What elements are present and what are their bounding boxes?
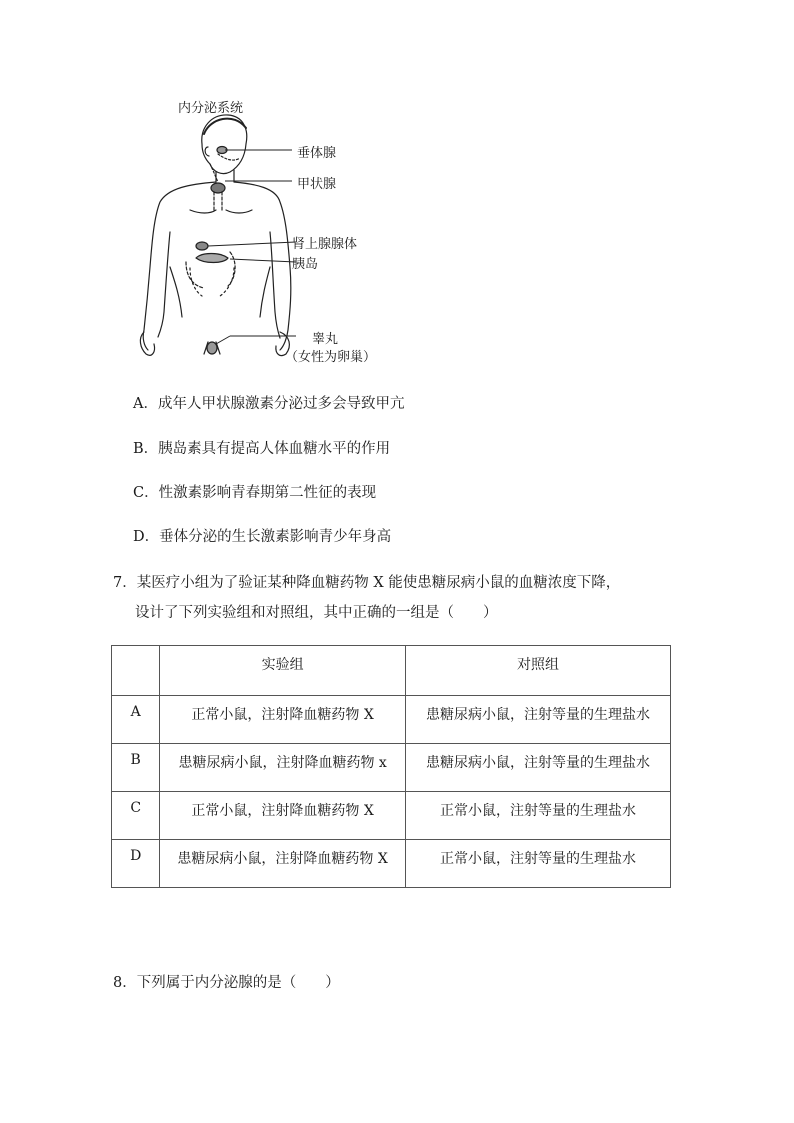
table-header-control: 对照组 [405, 646, 670, 696]
label-adrenal: 肾上腺腺体 [292, 237, 358, 252]
row-experiment-cell: 正常小鼠，注射降血糖药物 X [160, 792, 406, 840]
row-option-label: C [112, 792, 160, 840]
label-testis: 睾丸 [312, 332, 339, 347]
table-header-blank [112, 646, 160, 696]
q8-stem: 8．下列属于内分泌腺的是（ ） [113, 975, 340, 991]
row-control-cell: 患糖尿病小鼠，注射等量的生理盐水 [405, 696, 670, 744]
ear [205, 147, 209, 156]
torso-outline [143, 182, 216, 350]
q6-option-d: D．垂体分泌的生长激素影响青少年身高 [133, 529, 392, 545]
row-option-label: A [112, 696, 160, 744]
table-row [112, 840, 671, 888]
row-control-cell: 患糖尿病小鼠，注射等量的生理盐水 [405, 744, 670, 792]
table-row [112, 744, 671, 792]
experiment-table [111, 645, 671, 888]
testis [207, 342, 217, 354]
row-option-label: D [112, 840, 160, 888]
q6-option-a: A．成年人甲状腺激素分泌过多会导致甲亢 [133, 396, 405, 412]
row-experiment-cell: 患糖尿病小鼠，注射降血糖药物 X [160, 840, 406, 888]
pancreas [196, 254, 228, 263]
table-header-experiment: 实验组 [160, 646, 406, 696]
endocrine-system-figure [130, 92, 430, 372]
table-row [112, 696, 671, 744]
row-control-cell: 正常小鼠，注射等量的生理盐水 [405, 840, 670, 888]
label-pituitary: 垂体腺 [297, 146, 337, 161]
thyroid-gland [211, 183, 225, 193]
table-row [112, 792, 671, 840]
row-option-label: B [112, 744, 160, 792]
human-body-illustration [130, 92, 430, 372]
q7-stem-line2: 设计了下列实验组和对照组，其中正确的一组是（ ） [135, 605, 498, 621]
row-control-cell: 正常小鼠，注射等量的生理盐水 [405, 792, 670, 840]
left-hand [140, 332, 154, 355]
label-pancreas: 胰岛 [292, 257, 319, 272]
adrenal-gland [196, 242, 208, 250]
row-experiment-cell: 患糖尿病小鼠，注射降血糖药物 x [160, 744, 406, 792]
figure-title: 内分泌系统 [178, 101, 244, 116]
row-experiment-cell: 正常小鼠，注射降血糖药物 X [160, 696, 406, 744]
label-thyroid: 甲状腺 [297, 177, 337, 192]
label-ovary-note: （女性为卵巢） [285, 350, 377, 365]
table-header-row [112, 646, 671, 696]
head-outline [202, 115, 247, 174]
q6-option-b: B．胰岛素具有提高人体血糖水平的作用 [133, 441, 391, 457]
q6-option-c: C．性激素影响青春期第二性征的表现 [133, 485, 377, 501]
q7-stem-line1: 7．某医疗小组为了验证某种降血糖药物 X 能使患糖尿病小鼠的血糖浓度下降， [113, 575, 621, 591]
